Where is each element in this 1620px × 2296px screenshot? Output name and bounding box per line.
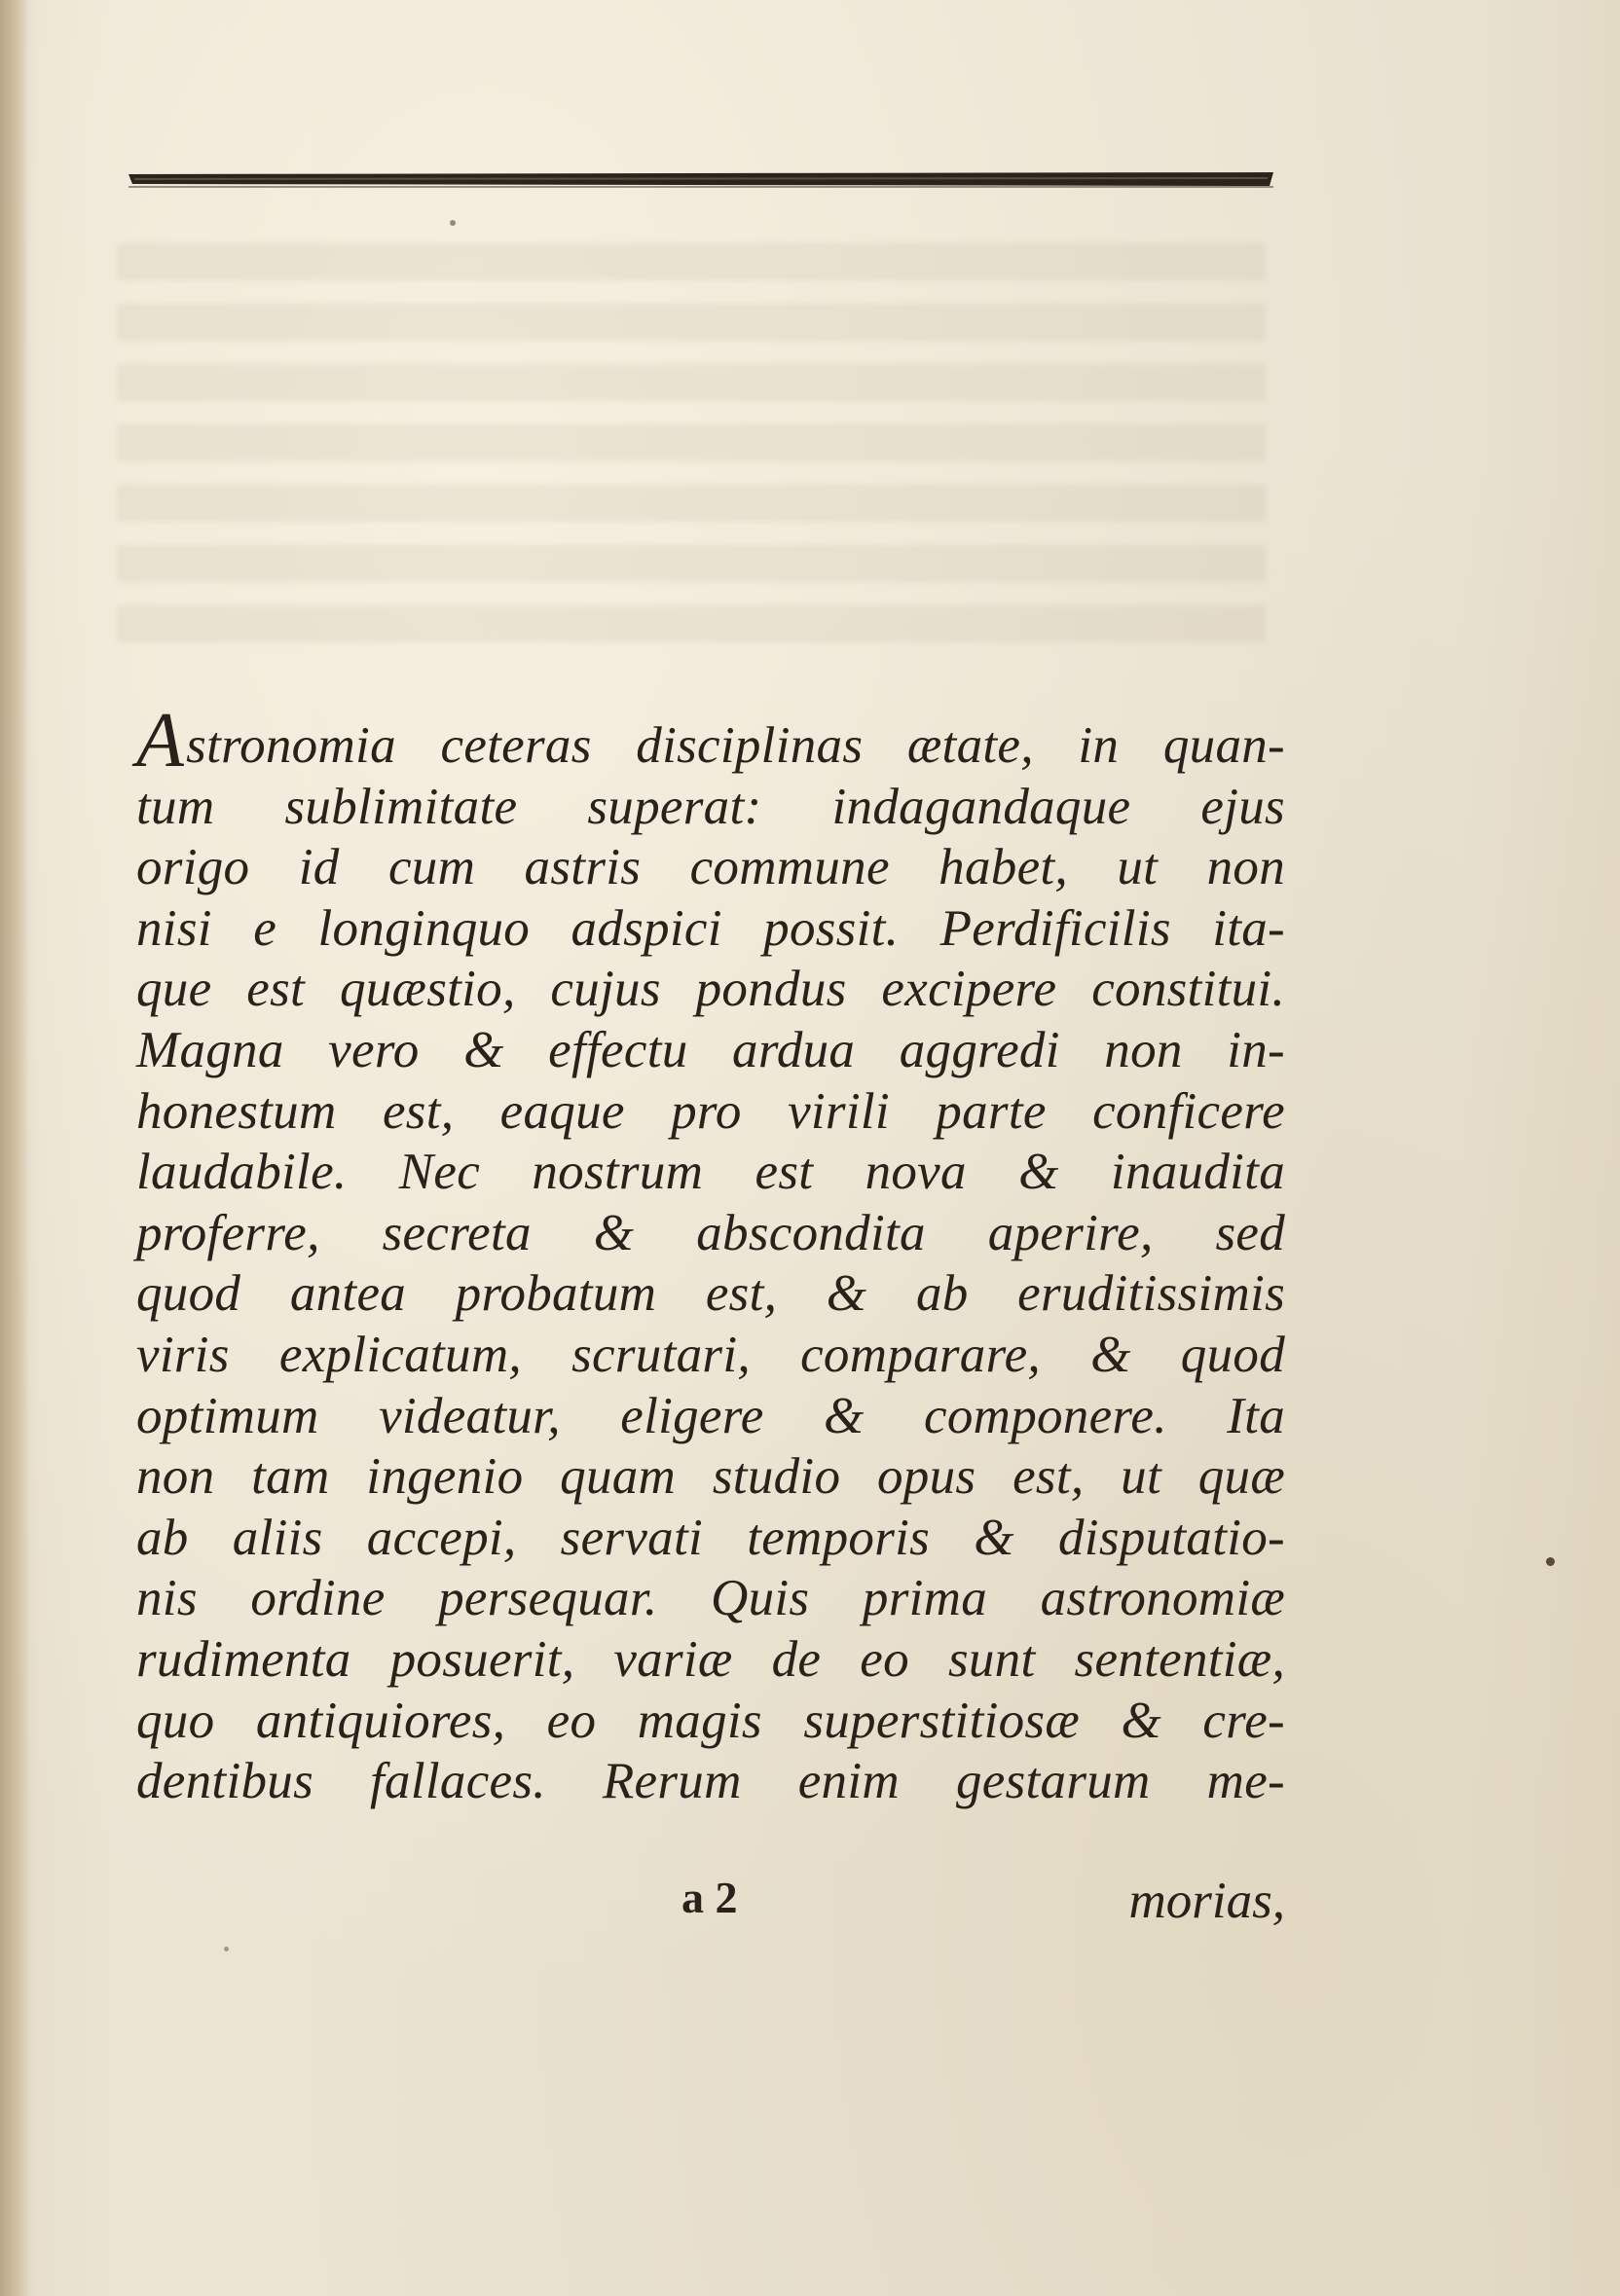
text-line-16: rudimenta posuerit, variæ de eo sunt sententiæ,: [136, 1630, 1285, 1688]
page-footer: [136, 1872, 1285, 1940]
text-line-13: non tam ingenio quam studio opus est, ut quæ: [136, 1448, 1285, 1506]
text-line-11: viris explicatum, scrutari, comparare, & quod: [136, 1326, 1285, 1383]
ink-speck: [1546, 1557, 1555, 1566]
text-line-15: nis ordine persequar. Quis prima astronomiæ: [136, 1570, 1285, 1627]
page-spine-edge: [0, 0, 29, 2296]
text-line-14: ab aliis accepi, servati temporis & disputatio-: [136, 1509, 1285, 1566]
text-line-2: tum sublimitate superat: indagandaque ejus: [136, 778, 1285, 835]
drop-cap: A: [136, 698, 185, 784]
body-paragraph: [136, 698, 1285, 1812]
text-line-10: quod antea probatum est, & ab eruditissimis: [136, 1265, 1285, 1323]
signature-mark: a 2: [681, 1873, 738, 1922]
text-line-8: laudabile. Nec nostrum est nova & inaudita: [136, 1144, 1285, 1201]
text-line-17: quo antiquiores, eo magis superstitiosæ & cre-: [136, 1692, 1285, 1749]
text-line-1: [136, 698, 1285, 784]
ink-speck: [450, 220, 456, 226]
text-line-12: optimum videatur, eligere & componere. Ita: [136, 1387, 1285, 1444]
ink-speck: [224, 1947, 229, 1951]
text-line-6: Magna vero & effectu ardua aggredi non in-: [136, 1021, 1285, 1078]
text-line-3: origo id cum astris commune habet, ut non: [136, 839, 1285, 896]
text-line-7: honestum est, eaque pro virili parte conficere: [136, 1082, 1285, 1140]
text-line-9: proferre, secreta & abscondita aperire, sed: [136, 1204, 1285, 1261]
text-line-1-rest: stronomia ceteras disciplinas ætate, in quan-: [186, 717, 1285, 774]
catchword: morias,: [1128, 1873, 1285, 1929]
text-line-5: que est quæstio, cujus pondus excipere constitui.: [136, 961, 1285, 1018]
ornamental-rule: [129, 170, 1273, 190]
text-line-18: dentibus fallaces. Rerum enim gestarum me-: [136, 1753, 1285, 1810]
text-line-4: nisi e longinquo adspici possit. Perdificilis ita-: [136, 899, 1285, 957]
ink-show-through: [117, 243, 1266, 652]
